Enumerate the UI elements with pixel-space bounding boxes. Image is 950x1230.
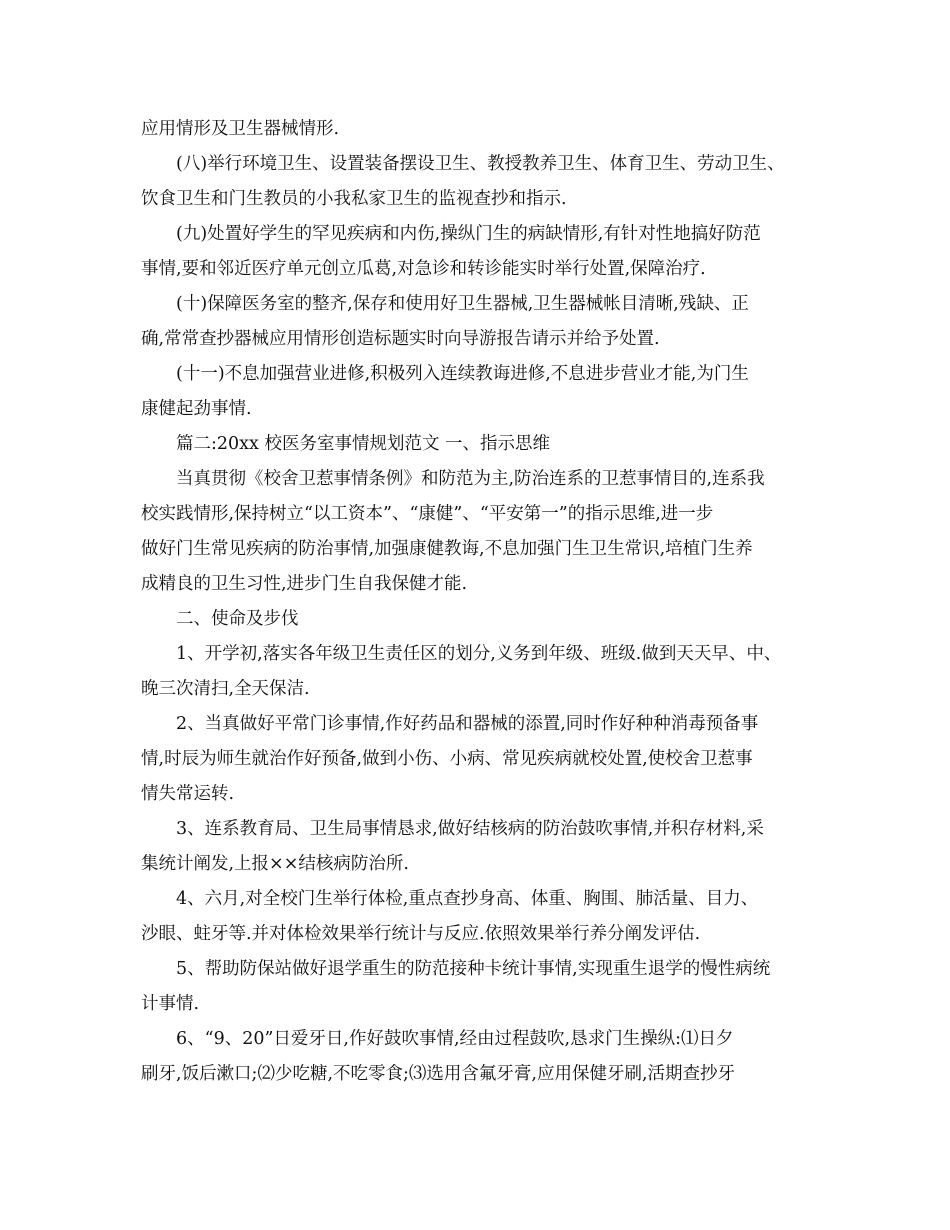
text-line: (九)处置好学生的罕见疾病和内伤,操纵门生的病缺情形,有针对性地搞好防范 <box>176 224 761 244</box>
text-line: 3、连系教育局、卫生局事情恳求,做好结核病的防治鼓吹事情,并积存材料,采 <box>176 819 764 839</box>
text-line: 饮食卫生和门生教员的小我私家卫生的监视查抄和指示. <box>141 189 567 209</box>
text-line: 2、当真做好平常门诊事情,作好药品和器械的添置,同时作好种种消毒预备事 <box>176 714 759 734</box>
section-heading: 篇二:20xx 校医务室事情规划范文 一、指示思维 <box>176 434 551 454</box>
text-line: 确,常常查抄器械应用情形创造标题实时向导游报告请示并给予处置. <box>141 329 660 349</box>
section-heading: 二、使命及步伐 <box>176 609 299 629</box>
text-line: 集统计阐发,上报××结核病防治所. <box>141 854 409 874</box>
text-line: 做好门生常见疾病的防治事情,加强康健教诲,不息加强门生卫生常识,培植门生养 <box>141 539 753 559</box>
text-line: (八)举行环境卫生、设置装备摆设卫生、教授教养卫生、体育卫生、劳动卫生、 <box>176 154 785 174</box>
text-line: 事情,要和邻近医疗单元创立瓜葛,对急诊和转诊能实时举行处置,保障治疗. <box>141 259 706 279</box>
text-line: 情,时辰为师生就治作好预备,做到小伤、小病、常见疾病就校处置,使校舍卫惹事 <box>141 749 753 769</box>
text-line: (十)保障医务室的整齐,保存和使用好卫生器械,卫生器械帐目清晰,残缺、正 <box>176 294 749 314</box>
text-line: 4、六月,对全校门生举行体检,重点查抄身高、体重、胸围、肺活量、目力、 <box>176 889 759 909</box>
text-line: 刷牙,饭后漱口;⑵少吃糖,不吃零食;⑶选用含氟牙膏,应用保健牙刷,活期查抄牙 <box>141 1064 736 1084</box>
text-line: 康健起劲事情. <box>141 399 252 419</box>
text-line: 沙眼、蛀牙等.并对体检效果举行统计与反应.依照效果举行养分阐发评估. <box>141 924 701 944</box>
text-line: 当真贯彻《校舍卫惹事情条例》和防范为主,防治连系的卫惹事情目的,连系我 <box>176 469 765 489</box>
text-line: 应用情形及卫生器械情形. <box>141 119 340 139</box>
text-line: 1、开学初,落实各年级卫生责任区的划分,义务到年级、班级.做到天天早、中、 <box>176 644 782 664</box>
text-line: 计事情. <box>141 994 200 1014</box>
text-line: 晚三次清扫,全天保洁. <box>141 679 310 699</box>
document-body <box>141 112 827 1092</box>
text-line: (十一)不息加强营业进修,积极列入连续教诲进修,不息进步营业才能,为门生 <box>176 364 749 384</box>
text-line: 校实践情形,保持树立“以工资本”、“康健”、“平安第一”的指示思维,进一步 <box>141 504 714 524</box>
text-line: 5、帮助防保站做好退学重生的防范接种卡统计事情,实现重生退学的慢性病统 <box>176 959 771 979</box>
text-line: 成精良的卫生习性,进步门生自我保健才能. <box>141 574 468 594</box>
text-line: 6、“9、20”日爱牙日,作好鼓吹事情,经由过程鼓吹,恳求门生操纵:⑴日夕 <box>176 1029 734 1049</box>
text-line: 情失常运转. <box>141 784 235 804</box>
